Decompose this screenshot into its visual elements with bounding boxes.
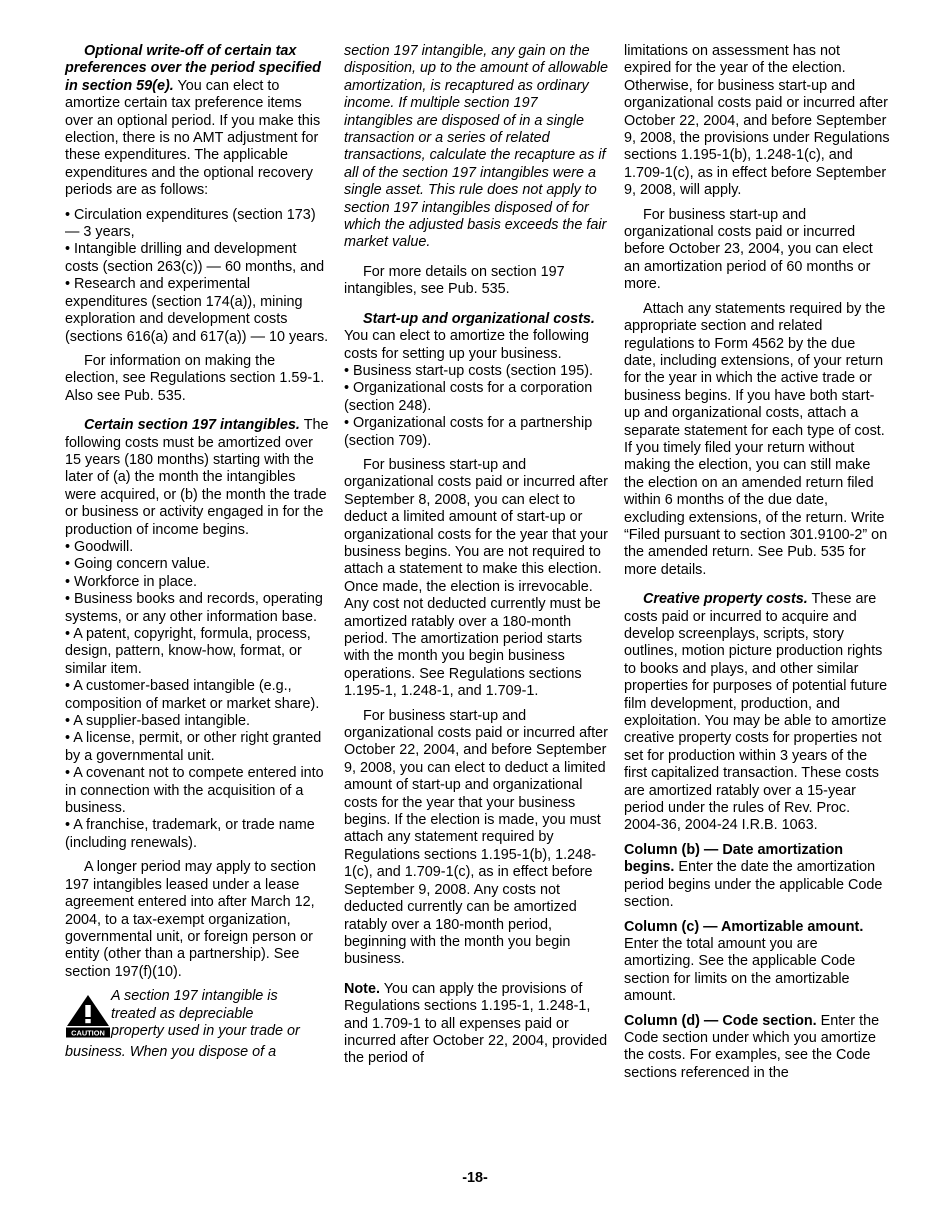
caution-continuation: business. When you dispose of a [65, 1043, 277, 1060]
column-right [624, 43, 890, 1089]
list-item: • A supplier-based intangible. [65, 713, 251, 730]
heading-creative-property: Creative property costs. [643, 591, 808, 608]
section-197-intangibles-list [65, 539, 329, 852]
body-creative-property: These are costs paid or incurred to acquire and develop screenplays, scripts, story outlines, motion picture production rights to books and plays, and other similar properties for purposes of potential future film development, production, and exploitation. You may be able to amortize creative property costs for properties not set for production within 3 years of the first capitalized transaction. These costs are amortized ratably over a 15-year period under the rules of Rev. Proc. 2004-36, 2004-24 I.R.B. 1063. [624, 591, 888, 834]
paragraph-note [344, 981, 608, 1068]
list-item: • Business start-up costs (section 195). [344, 362, 593, 379]
paragraph-election-info: For information on making the election, see Regulations section 1.59-1. Also see Pub. 535. [65, 352, 325, 404]
heading-column-c: Column (c) — Amortizable amount. [624, 918, 864, 935]
caution-line: A section 197 intangible is [111, 988, 278, 1005]
heading-column-d: Column (d) — Code section. [624, 1012, 817, 1029]
list-item: • A covenant not to compete entered into in connection with the acquisition of a business. [65, 765, 324, 817]
paragraph-startup-costs [344, 311, 608, 363]
heading-column-b: Column (b) — Date amortization begins. [624, 841, 844, 876]
body-column-c: Enter the total amount you are amortizing. See the applicable Code section for limits on the amortizable amount. [624, 935, 856, 1005]
list-item: • Intangible drilling and development costs (section 263(c)) — 60 months, and [65, 241, 325, 275]
paragraph-before-2004: For business start-up and organizational costs paid or incurred before October 23, 2004, you can elect an amortization period of 60 months or more. [624, 206, 873, 293]
paragraph-column-d [624, 1013, 890, 1083]
list-item: • Organizational costs for a partnership (section 709). [344, 415, 593, 449]
paragraph-attach-statements: Attach any statements required by the appropriate section and related regulations to Form 4562 by the due date, including extensions, of your return for the year in which the active trade or business begins. If you have both start-up and organizational costs, attach a separate statement for each type of cost. If you timely filed your return without making the election, you can still make the election on an amended return filed within 6 months of the due date, excluding extensions, of the return. Write “Filed pursuant to section 301.9100-2” on the amended return. See Pub. 535 for more details. [624, 300, 888, 578]
column-left [65, 43, 329, 1061]
paragraph-column-b [624, 842, 890, 912]
caution-icon [65, 994, 111, 1043]
heading-section-59e: Optional write-off of certain tax preferences over the period specified in section 59(e). [65, 43, 321, 94]
caution-note [65, 988, 329, 1043]
body-startup-costs: You can elect to amortize the following costs for setting up your business. [344, 328, 590, 362]
paragraph-column-c [624, 919, 890, 1006]
heading-startup-costs: Start-up and organizational costs. [363, 310, 595, 327]
list-item: • Goodwill. [65, 538, 134, 555]
list-item: • Research and experimental expenditures (section 174(a)), mining exploration and development costs (sections 616(a) and 617(a)) — 10 years. [65, 276, 329, 345]
paragraph-limitations: limitations on assessment has not expired for the year of the election. Otherwise, for business start-up and organizational costs paid or incurred after October 22, 2004, and before September 9, 2008, the provisions under Regulations sections 1.195-1(b), 1.248-1(c), and 1.709-1(c), as in effect before September 9, 2008, will apply. [624, 43, 890, 199]
caution-label: CAUTION [71, 1028, 105, 1038]
list-item: • Workforce in place. [65, 573, 197, 590]
list-item: • A franchise, trademark, or trade name (including renewals). [65, 817, 315, 851]
caution-triangle-icon [65, 994, 111, 1038]
note-body: You can apply the provisions of Regulations sections 1.195-1, 1.248-1, and 1.709-1 to all expenses paid or incurred after October 22, 2004, provided the period of [344, 980, 608, 1067]
heading-section-197: Certain section 197 intangibles. [84, 417, 300, 434]
body-section-59e: You can elect to amortize certain tax preference items over an optional period. If you make this election, there is no AMT adjustment for these expenditures. The applicable expenditures and the optional recovery periods are as follows: [65, 77, 321, 199]
list-item: • Organizational costs for a corporation (section 248). [344, 380, 593, 414]
list-item: • A patent, copyright, formula, process, design, pattern, know-how, format, or similar item. [65, 626, 311, 677]
paragraph-creative-property [624, 591, 890, 835]
paragraph-after-2008: For business start-up and organizational costs paid or incurred after September 8, 2008, you can elect to deduct a limited amount of start-up or organizational costs for the year that your business begins. You are not required to attach a statement to make this election. Once made, the election is irrevocable. Any cost not deducted currently must be amortized ratably over a 180-month period. The amortization period starts with the month you begin business operations. See Regulations sections 1.195-1, 1.248-1, and 1.709-1. [344, 456, 608, 700]
list-item: • Going concern value. [65, 556, 211, 573]
paragraph-longer-period: A longer period may apply to section 197 intangibles leased under a lease agreement entered into after March 12, 2004, to a tax-exempt organization, governmental unit, or foreign person or entity (other than a partnership). See section 197(f)(10). [65, 859, 316, 980]
caution-line: treated as depreciable [111, 1005, 254, 1022]
paragraph-section-197 [65, 417, 329, 539]
body-column-b: Enter the date the amortization period begins under the applicable Code section. [624, 859, 883, 911]
paragraph-more-details: For more details on section 197 intangibles, see Pub. 535. [344, 263, 565, 298]
caution-line: property used in your trade or [111, 1022, 300, 1039]
recovery-periods-list [65, 207, 329, 346]
startup-costs-list [344, 363, 608, 450]
list-item: • A license, permit, or other right granted by a governmental unit. [65, 730, 322, 764]
paragraph-section-59e [65, 43, 329, 200]
paragraph-2004-2008: For business start-up and organizational costs paid or incurred after October 22, 2004, and before September 9, 2008, you can elect to deduct a limited amount of start-up and organizational costs for the year that your business begins. If the election is made, you must attach any statement required by Regulations sections 1.195-1(b), 1.248-1(c), and 1.709-1(c), as in effect before September 9, 2008. Any costs not deducted currently can be amortized ratably over a 180-month period, beginning with the month you begin business. [344, 707, 608, 968]
paragraph-caution-continued: section 197 intangible, any gain on the disposition, up to the amount of allowable amortization, is recaptured as ordinary income. If multiple section 197 intangibles are disposed of in a single transaction or a series of related transactions, calculate the recapture as if all of the section 197 intangibles were a single asset. This rule does not apply to section 197 intangibles disposed of for which the adjusted basis exceeds the fair market value. [344, 43, 608, 251]
column-middle [344, 43, 608, 1075]
caution-text [111, 988, 300, 1043]
list-item: • A customer-based intangible (e.g., composition of market or market share). [65, 678, 320, 712]
list-item: • Circulation expenditures (section 173) — 3 years, [65, 206, 316, 241]
note-label: Note. [344, 980, 380, 997]
page-number: -18- [462, 1170, 488, 1186]
body-section-197: The following costs must be amortized over 15 years (180 months) starting with the later of (a) the month the intangibles were acquired, or (b) the month the trade or business or activity engaged in for the production of income begins. [65, 417, 329, 538]
list-item: • Business books and records, operating systems, or any other information base. [65, 591, 323, 625]
body-column-d: Enter the Code section under which you amortize the costs. For examples, see the Code sections referenced in the [624, 1012, 880, 1081]
